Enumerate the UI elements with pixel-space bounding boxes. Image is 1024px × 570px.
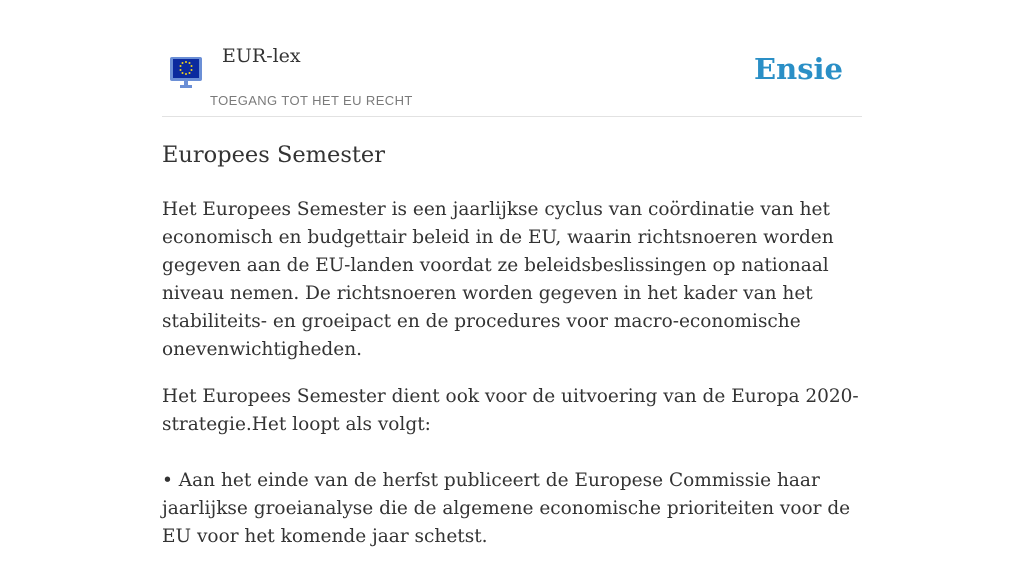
article-paragraph: Het Europees Semester is een jaarlijkse cyclus van coördinatie van het economisch en budgettair beleid in de EU, waarin richtsnoeren worden gegeven aan de EU-landen voordat ze beleidsbeslissingen op nationaal niveau nemen. De richtsnoeren worden gegeven in het kader van het stabiliteits- en groeipact en de procedures voor macro-economische onevenwichtigheden. xyxy=(162,199,834,360)
article-bullet: • Aan het einde van de herfst publiceert de Europese Commissie haar jaarlijkse groeianalyse die de algemene economische prioriteiten voor de EU voor het komende jaar schetst. xyxy=(162,470,851,547)
site-tagline: TOEGANG TOT HET EU RECHT xyxy=(210,93,413,108)
article-title: Europees Semester xyxy=(162,142,385,168)
article xyxy=(162,140,862,570)
article-paragraph: Het Europees Semester dient ook voor de uitvoering van de Europa 2020-strategie.Het loopt als volgt: xyxy=(162,386,859,435)
site-header xyxy=(162,0,862,117)
brand-logo[interactable]: Ensie xyxy=(754,52,843,86)
eu-flag-monitor-icon[interactable] xyxy=(168,55,204,89)
site-name[interactable]: EUR-lex xyxy=(222,45,301,67)
